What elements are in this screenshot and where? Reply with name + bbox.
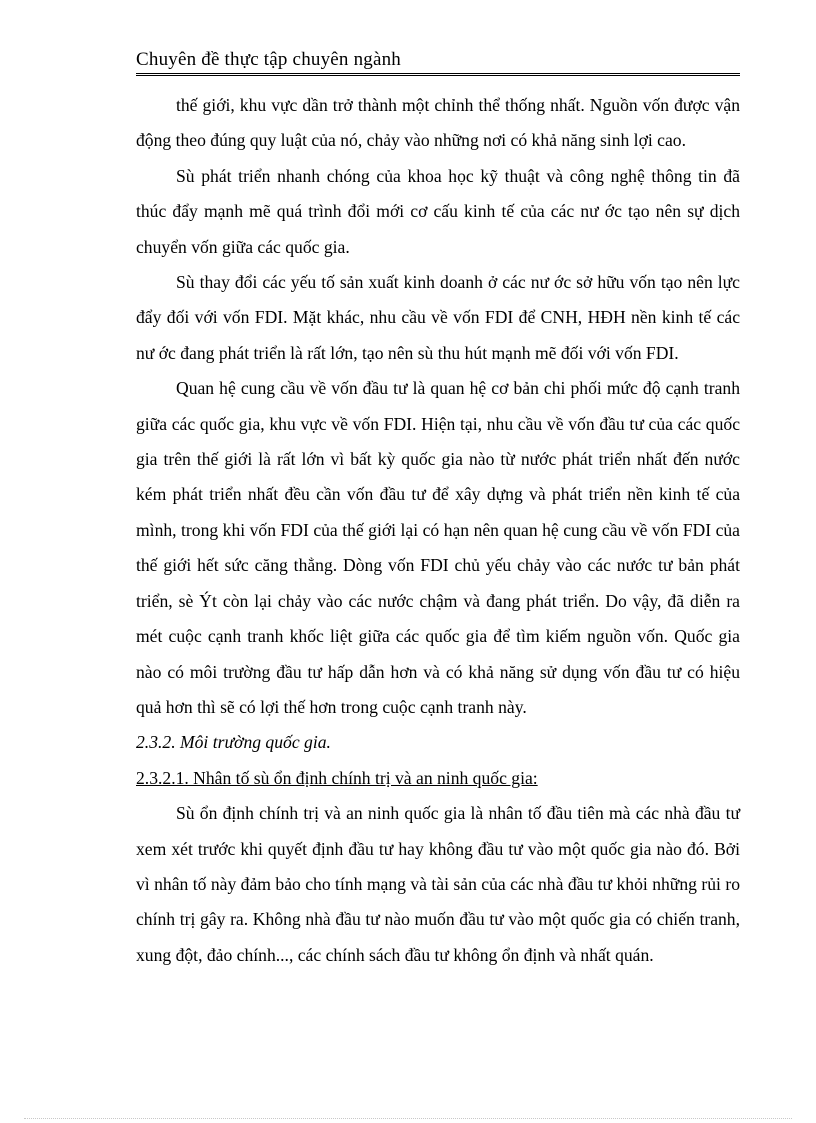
paragraph: thế giới, khu vực dần trở thành một chỉnh thể thống nhất. Nguồn vốn được vận động theo đúng quy luật của nó, chảy vào những nơi có khả năng sinh lợi cao. [136,95,740,151]
paragraph: Sù ổn định chính trị và an ninh quốc gia là nhân tố đầu tiên mà các nhà đầu tư xem xét trước khi quyết định đầu tư hay không đầu tư vào một quốc gia nào đó. Bởi vì nhân tố này đảm bảo cho tính mạng và tài sản của các nhà đầu tư khỏi những rủi ro chính trị gây ra. Không nhà đầu tư nào muốn đầu tư vào một quốc gia có chiến tranh, xung đột, đảo chính..., các chính sách đầu tư không ổn định và nhất quán. [136,803,740,965]
header-double-rule [136,73,740,76]
document-body [136,88,740,973]
page-bottom-dotted-line [24,1118,792,1119]
header-title: Chuyên đề thực tập chuyên ngành [136,49,402,70]
paragraph: Sù thay đổi các yếu tố sản xuất kinh doanh ở các nư ớc sở hữu vốn tạo nên lực đẩy đối với vốn FDI. Mặt khác, nhu cầu về vốn FDI để CNH, HĐH nền kinh tế các nư ớc đang phát triển là rất lớn, tạo nên sù thu hút mạnh mẽ đối với vốn FDI. [136,272,740,363]
paragraph: Quan hệ cung cầu về vốn đầu tư là quan hệ cơ bản chi phối mức độ cạnh tranh giữa các quốc gia, khu vực về vốn FDI. Hiện tại, nhu cầu về vốn đầu tư của các quốc gia trên thế giới là rất lớn vì bất kỳ quốc gia nào từ nước phát triển nhất đến nước kém phát triển nhất đều cần vốn đầu tư để xây dựng và phát triển nền kinh tế của mình, trong khi vốn FDI của thế giới lại có hạn nên quan hệ cung cầu về vốn FDI của thế giới hết sức căng thẳng. Dòng vốn FDI chủ yếu chảy vào các nước tư bản phát triển, sè Ýt còn lại chảy vào các nước chậm và đang phát triển. Do vậy, đã diễn ra mét cuộc cạnh tranh khốc liệt giữa các quốc gia để tìm kiếm nguồn vốn. Quốc gia nào có môi trường đầu tư hấp dẫn hơn và có khả năng sử dụng vốn đầu tư có hiệu quả hơn thì sẽ có lợi thế hơn trong cuộc cạnh tranh này. [136,378,740,717]
paragraph: Sù phát triển nhanh chóng của khoa học kỹ thuật và công nghệ thông tin đã thúc đẩy mạnh mẽ quá trình đổi mới cơ cấu kinh tế của các nư ớc tạo nên sự dịch chuyển vốn giữa các quốc gia. [136,165,740,257]
subsection-heading: 2.3.2.1. Nhân tố sù ổn định chính trị và an ninh quốc gia: [136,767,538,788]
section-heading: 2.3.2. Môi trường quốc gia. [136,732,331,753]
page-header [136,48,740,76]
